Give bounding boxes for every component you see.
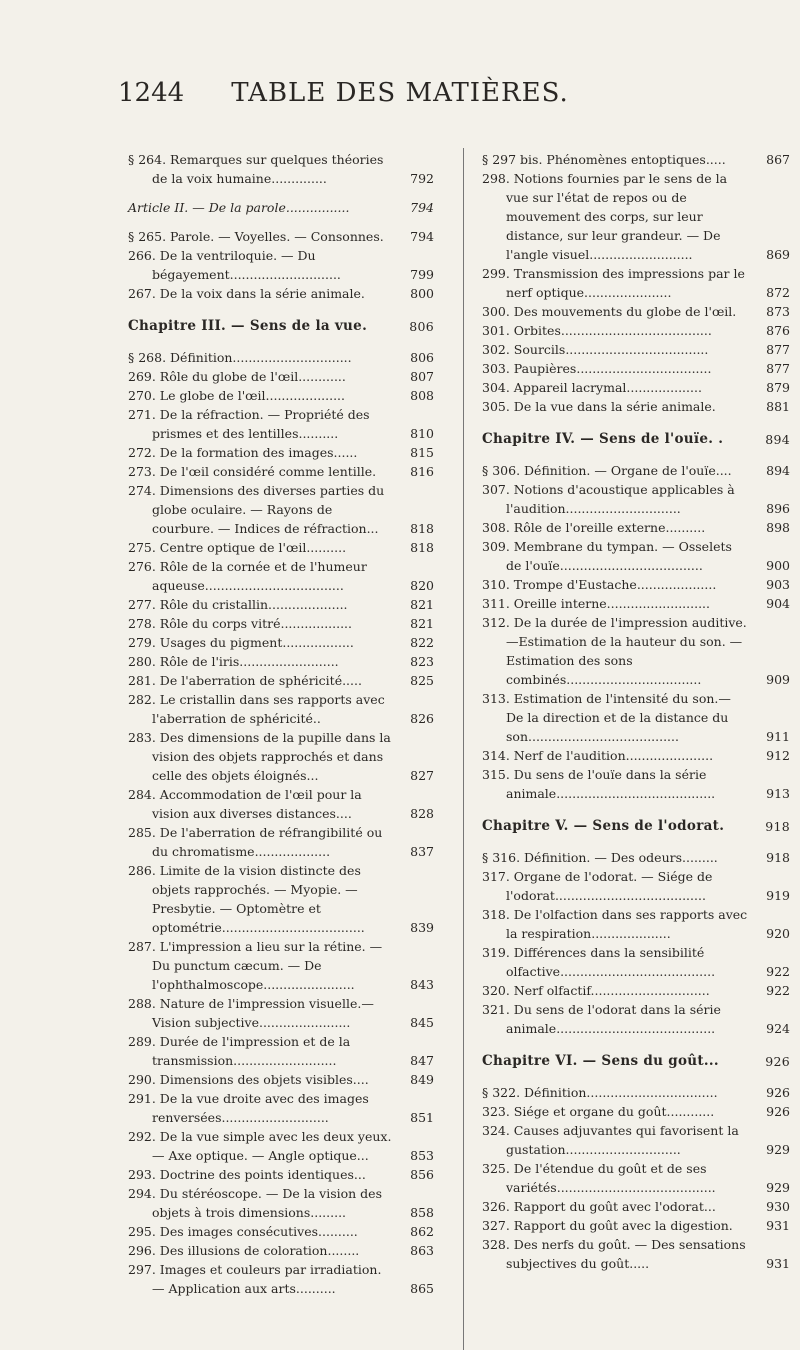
toc-entry-title: 326. Rapport du goût avec l'odorat... (482, 1199, 716, 1214)
toc-entry-title: § 316. Définition. — Des odeurs......... (482, 850, 718, 865)
toc-entry-page: 922 (766, 983, 790, 998)
right-column (482, 150, 790, 1273)
toc-entry-page: 818 (410, 521, 434, 536)
toc-entry (128, 1165, 434, 1184)
toc-entry-page: 843 (410, 977, 434, 992)
toc-entry-page: 862 (410, 1224, 434, 1239)
toc-entry-page: 821 (410, 616, 434, 631)
toc-entry-page: 912 (766, 748, 790, 763)
toc-entry-page: 806 (410, 350, 434, 365)
toc-entry-title: 304. Appareil lacrymal................... (482, 380, 702, 395)
toc-entry-page: 867 (766, 152, 790, 167)
toc-entry-page: 851 (410, 1110, 434, 1125)
toc-entry-page: 825 (410, 673, 434, 688)
toc-entry-title: 286. Limite de la vision distincte des objets rapprochés. — Myopie. — Presbytie. — Optomètre et optométrie.................................... (128, 863, 365, 935)
toc-entry-page: 849 (410, 1072, 434, 1087)
toc-entry-page: 922 (766, 964, 790, 979)
toc-entry (482, 1000, 790, 1038)
toc-entry-page: 827 (410, 768, 434, 783)
toc-entry (482, 1235, 790, 1273)
toc-entry-title: 303. Paupières.................................. (482, 361, 712, 376)
toc-entry (482, 169, 790, 264)
toc-entry-page: 821 (410, 597, 434, 612)
toc-entry-page: 903 (766, 577, 790, 592)
toc-entry-page: 930 (766, 1199, 790, 1214)
toc-entry-page: 792 (410, 171, 434, 186)
toc-entry-page: 879 (766, 380, 790, 395)
toc-entry-page: 822 (410, 635, 434, 650)
toc-entry-title: 295. Des images consécutives.......... (128, 1224, 358, 1239)
toc-entry (128, 481, 434, 538)
toc-entry-title: 276. Rôle de la cornée et de l'humeur aqueuse................................... (128, 559, 367, 593)
toc-entry-title: 299. Transmission des impressions par le nerf optique...................... (482, 266, 745, 300)
toc-entry-page: 894 (766, 463, 790, 478)
toc-entry-page: 856 (410, 1167, 434, 1182)
toc-entry-title: 302. Sourcils.................................... (482, 342, 709, 357)
toc-entry (128, 823, 434, 861)
toc-entry (482, 340, 790, 359)
toc-entry (482, 1102, 790, 1121)
toc-entry (128, 1241, 434, 1260)
toc-entry-title: 279. Usages du pigment.................. (128, 635, 354, 650)
toc-entry-page: 794 (410, 229, 434, 244)
toc-entry-title: Chapitre III. — Sens de la vue. (128, 318, 368, 334)
toc-entry-title: 270. Le globe de l'œil.................... (128, 388, 346, 403)
toc-entry (128, 1127, 434, 1165)
toc-entry-page: 911 (766, 729, 790, 744)
toc-entry (128, 1184, 434, 1222)
toc-entry-page: 896 (766, 501, 790, 516)
toc-entry (128, 728, 434, 785)
toc-entry-title: 312. De la durée de l'impression auditive.—Estimation de la hauteur du son. — Estimation des sons combinés.................................. (482, 615, 747, 687)
toc-entry-page: 815 (410, 445, 434, 460)
toc-entry-page: 863 (410, 1243, 434, 1258)
toc-entry-title: 267. De la voix dans la série animale. (128, 286, 365, 301)
toc-entry-title: 271. De la réfraction. — Propriété des prismes et des lentilles.......... (128, 407, 370, 441)
toc-entry (482, 1216, 790, 1235)
toc-entry-page: 919 (766, 888, 790, 903)
toc-entry (128, 284, 434, 303)
toc-entry-page: 929 (766, 1180, 790, 1195)
toc-entry-title: 285. De l'aberration de réfrangibilité ou du chromatisme................... (128, 825, 383, 859)
toc-entry (128, 246, 434, 284)
toc-entry-title: 327. Rapport du goût avec la digestion. (482, 1218, 733, 1233)
toc-entry (128, 557, 434, 595)
toc-entry-title: § 306. Définition. — Organe de l'ouïe.... (482, 463, 732, 478)
toc-entry (482, 594, 790, 613)
toc-entry-page: 881 (766, 399, 790, 414)
toc-entry-title: § 264. Remarques sur quelques théories de la voix humaine.............. (128, 152, 384, 186)
toc-entry-page: 876 (766, 323, 790, 338)
chapter-heading (482, 430, 790, 449)
chapter-heading (482, 817, 790, 836)
toc-entry-title: 325. De l'étendue du goût et de ses variétés........................................ (482, 1161, 716, 1195)
toc-entry-page: 872 (766, 285, 790, 300)
toc-entry-page: 858 (410, 1205, 434, 1220)
toc-entry (482, 480, 790, 518)
toc-entry (482, 1159, 790, 1197)
toc-entry-title: 284. Accommodation de l'œil pour la vision aux diverses distances.... (128, 787, 362, 821)
toc-entry-title: 287. L'impression a lieu sur la rétine. — Du punctum cæcum. — De l'ophthalmoscope....................... (128, 939, 383, 992)
toc-entry-title: § 265. Parole. — Voyelles. — Consonnes. (128, 229, 384, 244)
toc-entry (482, 537, 790, 575)
toc-entry-title: 275. Centre optique de l'œil.......... (128, 540, 347, 555)
toc-entry-title: 290. Dimensions des objets visibles.... (128, 1072, 369, 1087)
toc-entry-page: 898 (766, 520, 790, 535)
toc-entry (482, 302, 790, 321)
toc-entry (482, 150, 790, 169)
toc-entry (128, 1070, 434, 1089)
toc-entry (128, 614, 434, 633)
toc-entry-page: 847 (410, 1053, 434, 1068)
toc-entry-title: 323. Siége et organe du goût............ (482, 1104, 715, 1119)
toc-entry-page: 913 (766, 786, 790, 801)
left-column (128, 150, 434, 1298)
toc-entry-title: § 268. Définition.............................. (128, 350, 352, 365)
toc-entry-page: 909 (766, 672, 790, 687)
toc-entry (482, 397, 790, 416)
toc-entry (482, 1197, 790, 1216)
toc-entry (482, 613, 790, 689)
toc-entry-page: 904 (766, 596, 790, 611)
toc-entry-page: 926 (765, 1054, 790, 1069)
toc-entry-page: 900 (766, 558, 790, 573)
toc-entry (128, 443, 434, 462)
toc-entry-page: 931 (766, 1256, 790, 1271)
toc-entry (128, 386, 434, 405)
toc-entry (128, 462, 434, 481)
toc-entry-title: 318. De l'olfaction dans ses rapports avec la respiration.................... (482, 907, 748, 941)
toc-entry (128, 595, 434, 614)
page-header (0, 78, 800, 118)
toc-entry-page: 799 (410, 267, 434, 282)
toc-entry-title: 319. Différences dans la sensibilité olfactive....................................... (482, 945, 716, 979)
toc-entry-title: 305. De la vue dans la série animale. (482, 399, 716, 414)
toc-entry-title: 314. Nerf de l'audition...................... (482, 748, 714, 763)
toc-entry (482, 765, 790, 803)
toc-entry-page: 929 (766, 1142, 790, 1157)
toc-entry (128, 1260, 434, 1298)
toc-entry-title: 289. Durée de l'impression et de la transmission.......................... (128, 1034, 351, 1068)
toc-entry-page: 828 (410, 806, 434, 821)
toc-entry-title: 324. Causes adjuvantes qui favorisent la gustation............................. (482, 1123, 739, 1157)
toc-entry-title: 274. Dimensions des diverses parties du globe oculaire. — Rayons de courbure. — Indices de réfraction... (128, 483, 385, 536)
toc-entry-page: 931 (766, 1218, 790, 1233)
toc-entry-title: 281. De l'aberration de sphéricité..... (128, 673, 362, 688)
toc-entry-title: 278. Rôle du corps vitré.................. (128, 616, 353, 631)
toc-entry-title: 315. Du sens de l'ouïe dans la série animale........................................ (482, 767, 716, 801)
toc-entry-title: Chapitre IV. — Sens de l'ouïe. . (482, 431, 724, 447)
toc-entry (128, 785, 434, 823)
toc-entry-page: 820 (410, 578, 434, 593)
toc-entry (128, 227, 434, 246)
toc-entry-page: 839 (410, 920, 434, 935)
toc-entry (128, 690, 434, 728)
toc-entry-title: 269. Rôle du globe de l'œil............ (128, 369, 346, 384)
toc-entry-title: 328. Des nerfs du goût. — Des sensations subjectives du goût..... (482, 1237, 746, 1271)
chapter-heading (128, 317, 434, 336)
toc-entry-title: 277. Rôle du cristallin.................... (128, 597, 348, 612)
toc-entry-title: 300. Des mouvements du globe de l'œil. (482, 304, 737, 319)
toc-entry-title: § 297 bis. Phénomènes entoptiques..... (482, 152, 726, 167)
toc-entry (128, 633, 434, 652)
toc-entry-title: 320. Nerf olfactif.............................. (482, 983, 710, 998)
toc-entry-page: 877 (766, 361, 790, 376)
toc-entry (482, 264, 790, 302)
toc-entry-page: 877 (766, 342, 790, 357)
toc-entry-page: 894 (765, 432, 790, 447)
toc-entry-page: 807 (410, 369, 434, 384)
toc-entry-page: 869 (766, 247, 790, 262)
toc-entry (128, 671, 434, 690)
toc-entry-title: 296. Des illusions de coloration........ (128, 1243, 360, 1258)
toc-entry (482, 905, 790, 943)
toc-entry-title: 293. Doctrine des points identiques... (128, 1167, 366, 1182)
toc-entry-page: 926 (766, 1085, 790, 1100)
toc-entry (128, 1089, 434, 1127)
toc-entry-title: 294. Du stéréoscope. — De la vision des objets à trois dimensions......... (128, 1186, 382, 1220)
toc-entry (128, 994, 434, 1032)
toc-entry (482, 359, 790, 378)
toc-entry (482, 1121, 790, 1159)
toc-entry-title: 321. Du sens de l'odorat dans la série animale........................................ (482, 1002, 721, 1036)
toc-entry-page: 808 (410, 388, 434, 403)
toc-entry (482, 518, 790, 537)
toc-entry-page: 845 (410, 1015, 434, 1030)
toc-entry-title: 266. De la ventriloquie. — Du bégayement............................ (128, 248, 341, 282)
toc-entry (128, 538, 434, 557)
toc-entry-page: 823 (410, 654, 434, 669)
toc-entry (482, 746, 790, 765)
column-divider (463, 148, 464, 1350)
toc-entry-page: 920 (766, 926, 790, 941)
toc-entry (482, 867, 790, 905)
toc-entry-title: 288. Nature de l'impression visuelle.— Vision subjective....................... (128, 996, 374, 1030)
toc-entry-page: 826 (410, 711, 434, 726)
toc-entry (482, 321, 790, 340)
toc-entry (482, 378, 790, 397)
toc-entry-title: 307. Notions d'acoustique applicables à l'audition............................. (482, 482, 735, 516)
toc-entry-title: 280. Rôle de l'iris......................... (128, 654, 339, 669)
toc-entry-page: 853 (410, 1148, 434, 1163)
toc-entry-page: 794 (410, 200, 434, 215)
toc-entry-page: 924 (766, 1021, 790, 1036)
toc-entry-title: 297. Images et couleurs par irradiation. — Application aux arts.......... (128, 1262, 382, 1296)
toc-entry (482, 981, 790, 1000)
toc-entry-page: 806 (409, 319, 434, 334)
toc-entry-page: 873 (766, 304, 790, 319)
toc-entry-title: 283. Des dimensions de la pupille dans la vision des objets rapprochés et dans celle des objets éloignés... (128, 730, 391, 783)
toc-entry (128, 937, 434, 994)
toc-entry (482, 689, 790, 746)
toc-entry-page: 837 (410, 844, 434, 859)
toc-entry-title: 311. Oreille interne.......................... (482, 596, 710, 611)
toc-entry (128, 198, 434, 217)
toc-entry-title: 273. De l'œil considéré comme lentille. (128, 464, 377, 479)
toc-entry-title: 298. Notions fournies par le sens de la vue sur l'état de repos ou de mouvement des corps, sur leur distance, sur leur grandeur. — De l'angle visuel.......................... (482, 171, 728, 262)
toc-entry-title: 291. De la vue droite avec des images renversées........................... (128, 1091, 369, 1125)
chapter-heading (482, 1052, 790, 1071)
toc-entry-title: Chapitre VI. — Sens du goût... (482, 1053, 719, 1069)
toc-entry-page: 918 (765, 819, 790, 834)
toc-entry-page: 816 (410, 464, 434, 479)
toc-entry (482, 575, 790, 594)
toc-entry (482, 943, 790, 981)
page-number: 1244 (118, 78, 185, 108)
toc-entry-title: 301. Orbites...................................... (482, 323, 712, 338)
toc-entry (128, 861, 434, 937)
toc-entry-title: 313. Estimation de l'intensité du son.— De la direction et de la distance du son...................................... (482, 691, 731, 744)
toc-entry-page: 918 (766, 850, 790, 865)
toc-entry-title: 317. Organe de l'odorat. — Siége de l'odorat...................................... (482, 869, 713, 903)
toc-entry-title: Article II. — De la parole................ (128, 200, 350, 215)
toc-entry (482, 461, 790, 480)
toc-entry (482, 848, 790, 867)
toc-entry-title: 282. Le cristallin dans ses rapports avec l'aberration de sphéricité.. (128, 692, 385, 726)
toc-entry (482, 1083, 790, 1102)
toc-entry-title: 310. Trompe d'Eustache.................... (482, 577, 717, 592)
toc-entry-title: Chapitre V. — Sens de l'odorat. (482, 818, 725, 834)
toc-entry-page: 926 (766, 1104, 790, 1119)
toc-entry-title: 292. De la vue simple avec les deux yeux. — Axe optique. — Angle optique... (128, 1129, 392, 1163)
toc-entry-page: 800 (410, 286, 434, 301)
toc-entry (128, 367, 434, 386)
toc-entry-page: 810 (410, 426, 434, 441)
toc-entry-page: 818 (410, 540, 434, 555)
toc-entry (128, 405, 434, 443)
toc-entry-title: 308. Rôle de l'oreille externe.......... (482, 520, 706, 535)
toc-entry (128, 1032, 434, 1070)
toc-entry (128, 348, 434, 367)
toc-entry (128, 150, 434, 188)
toc-entry-title: 309. Membrane du tympan. — Osselets de l'ouïe.................................... (482, 539, 732, 573)
toc-entry-title: § 322. Définition................................. (482, 1085, 718, 1100)
toc-entry (128, 652, 434, 671)
running-title: TABLE DES MATIÈRES. (231, 78, 569, 108)
toc-entry (128, 1222, 434, 1241)
toc-entry-title: 272. De la formation des images...... (128, 445, 358, 460)
toc-entry-page: 865 (410, 1281, 434, 1296)
